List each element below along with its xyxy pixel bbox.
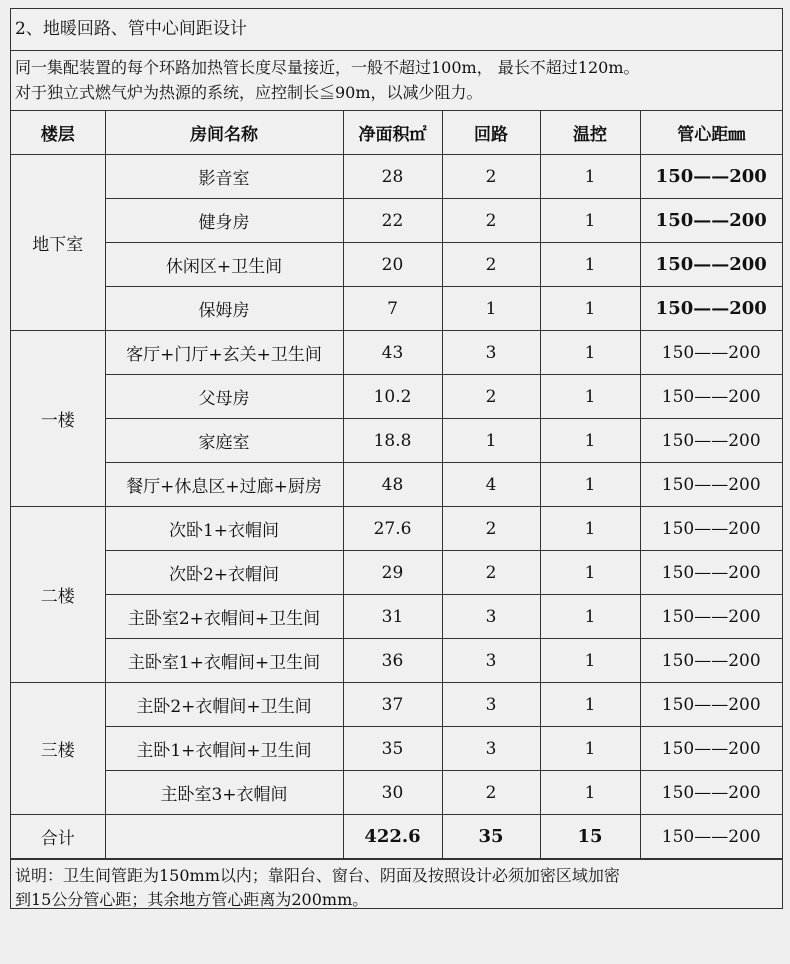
spacing-cell: 150——200	[640, 507, 782, 551]
control-cell: 1	[540, 727, 640, 771]
section-title: 2、地暖回路、管中心间距设计	[11, 9, 782, 51]
loops-cell: 3	[442, 595, 540, 639]
table-row	[11, 507, 782, 551]
table-row	[11, 463, 782, 507]
table-row	[11, 639, 782, 683]
control-cell: 1	[540, 287, 640, 331]
room-cell: 健身房	[105, 199, 343, 243]
floor-cell: 一楼	[11, 331, 105, 507]
loops-cell: 3	[442, 683, 540, 727]
table-row	[11, 331, 782, 375]
table-row	[11, 683, 782, 727]
intro-text	[11, 51, 782, 111]
total-spacing: 150——200	[640, 815, 782, 859]
table-row	[11, 595, 782, 639]
control-cell: 1	[540, 683, 640, 727]
area-cell: 37	[343, 683, 442, 727]
table-row	[11, 155, 782, 199]
loops-cell: 3	[442, 727, 540, 771]
total-area: 422.6	[343, 815, 442, 859]
spacing-cell: 150——200	[640, 287, 782, 331]
loops-cell: 3	[442, 331, 540, 375]
spacing-cell: 150——200	[640, 551, 782, 595]
loops-cell: 2	[442, 507, 540, 551]
spacing-cell: 150——200	[640, 463, 782, 507]
room-cell: 父母房	[105, 375, 343, 419]
loops-cell: 2	[442, 551, 540, 595]
total-control: 15	[540, 815, 640, 859]
table-row	[11, 287, 782, 331]
note-line: 到15公分管心距；其余地方管心距离为200mm。	[15, 890, 369, 909]
area-cell: 22	[343, 199, 442, 243]
spacing-cell: 150——200	[640, 331, 782, 375]
area-cell: 29	[343, 551, 442, 595]
area-cell: 28	[343, 155, 442, 199]
loops-cell: 2	[442, 375, 540, 419]
spacing-cell: 150——200	[640, 155, 782, 199]
area-cell: 35	[343, 727, 442, 771]
room-cell: 主卧室2+衣帽间+卫生间	[105, 595, 343, 639]
spacing-cell: 150——200	[640, 199, 782, 243]
loops-cell: 2	[442, 199, 540, 243]
col-header-control: 温控	[540, 111, 640, 155]
control-cell: 1	[540, 199, 640, 243]
header-row	[11, 111, 782, 155]
spacing-cell: 150——200	[640, 375, 782, 419]
spacing-cell: 150——200	[640, 727, 782, 771]
col-header-area: 净面积㎡	[343, 111, 442, 155]
control-cell: 1	[540, 551, 640, 595]
area-cell: 36	[343, 639, 442, 683]
area-cell: 18.8	[343, 419, 442, 463]
spacing-cell: 150——200	[640, 639, 782, 683]
control-cell: 1	[540, 463, 640, 507]
floor-cell: 二楼	[11, 507, 105, 683]
control-cell: 1	[540, 155, 640, 199]
room-cell: 餐厅+休息区+过廊+厨房	[105, 463, 343, 507]
room-cell: 休闲区+卫生间	[105, 243, 343, 287]
spacing-cell: 150——200	[640, 683, 782, 727]
loops-cell: 4	[442, 463, 540, 507]
control-cell: 1	[540, 771, 640, 815]
area-cell: 48	[343, 463, 442, 507]
room-cell: 主卧1+衣帽间+卫生间	[105, 727, 343, 771]
table-row	[11, 727, 782, 771]
room-cell: 家庭室	[105, 419, 343, 463]
total-label: 合计	[11, 815, 105, 859]
area-cell: 31	[343, 595, 442, 639]
room-cell: 主卧室1+衣帽间+卫生间	[105, 639, 343, 683]
loops-cell: 1	[442, 287, 540, 331]
note-line: 说明：卫生间管距为150mm以内；靠阳台、窗台、阴面及按照设计必须加密区域加密	[15, 866, 620, 885]
table-row	[11, 199, 782, 243]
loops-cell: 1	[442, 419, 540, 463]
total-row	[11, 815, 782, 859]
area-cell: 30	[343, 771, 442, 815]
col-header-room: 房间名称	[105, 111, 343, 155]
intro-line: 同一集配装置的每个环路加热管长度尽量接近，一般不超过100m， 最长不超过120m。	[15, 58, 640, 77]
control-cell: 1	[540, 507, 640, 551]
control-cell: 1	[540, 595, 640, 639]
room-cell: 主卧2+衣帽间+卫生间	[105, 683, 343, 727]
area-cell: 10.2	[343, 375, 442, 419]
floor-cell: 地下室	[11, 155, 105, 331]
area-cell: 43	[343, 331, 442, 375]
table-row	[11, 419, 782, 463]
control-cell: 1	[540, 419, 640, 463]
room-cell: 客厅+门厅+玄关+卫生间	[105, 331, 343, 375]
table-row	[11, 551, 782, 595]
loops-cell: 2	[442, 243, 540, 287]
loops-cell: 2	[442, 155, 540, 199]
area-cell: 20	[343, 243, 442, 287]
spacing-cell: 150——200	[640, 771, 782, 815]
area-cell: 7	[343, 287, 442, 331]
spacing-cell: 150——200	[640, 243, 782, 287]
heating-table	[11, 111, 782, 859]
room-cell: 次卧2+衣帽间	[105, 551, 343, 595]
table-row	[11, 243, 782, 287]
control-cell: 1	[540, 375, 640, 419]
col-header-loops: 回路	[442, 111, 540, 155]
control-cell: 1	[540, 243, 640, 287]
control-cell: 1	[540, 331, 640, 375]
room-cell: 影音室	[105, 155, 343, 199]
intro-line: 对于独立式燃气炉为热源的系统，应控制长≦90m，以减少阻力。	[15, 83, 483, 102]
loops-cell: 3	[442, 639, 540, 683]
room-cell: 次卧1+衣帽间	[105, 507, 343, 551]
note-text	[11, 859, 782, 908]
room-cell: 保姆房	[105, 287, 343, 331]
col-header-floor: 楼层	[11, 111, 105, 155]
table-row	[11, 375, 782, 419]
total-loops: 35	[442, 815, 540, 859]
total-room	[105, 815, 343, 859]
area-cell: 27.6	[343, 507, 442, 551]
control-cell: 1	[540, 639, 640, 683]
room-cell: 主卧室3+衣帽间	[105, 771, 343, 815]
spacing-cell: 150——200	[640, 419, 782, 463]
loops-cell: 2	[442, 771, 540, 815]
spacing-cell: 150——200	[640, 595, 782, 639]
design-sheet	[10, 8, 783, 909]
floor-cell: 三楼	[11, 683, 105, 815]
table-row	[11, 771, 782, 815]
col-header-spacing: 管心距㎜	[640, 111, 782, 155]
